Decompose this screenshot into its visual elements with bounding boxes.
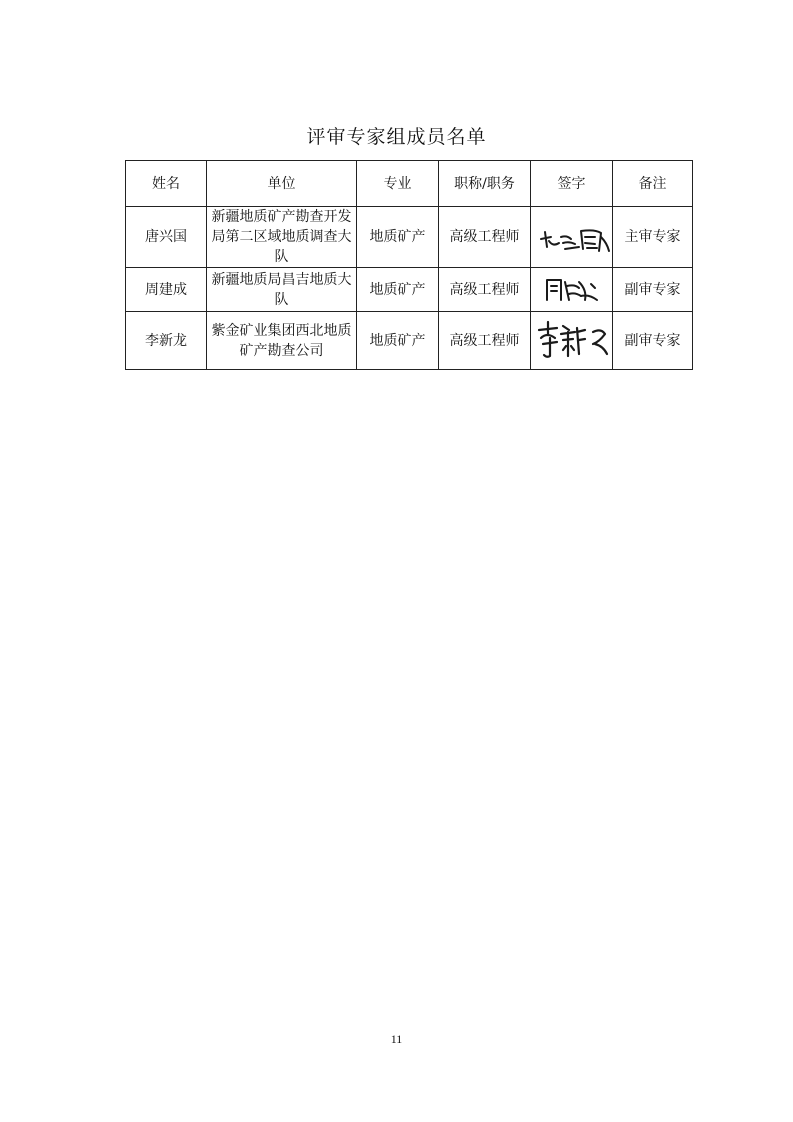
header-signature: 签字 — [531, 161, 613, 207]
cell-remark: 副审专家 — [613, 268, 693, 312]
cell-title: 高级工程师 — [439, 312, 531, 370]
handwritten-signature-3 — [535, 316, 613, 366]
header-name: 姓名 — [126, 161, 207, 207]
signature-cell — [531, 207, 613, 268]
header-remark: 备注 — [613, 161, 693, 207]
cell-specialty: 地质矿产 — [357, 312, 439, 370]
cell-specialty: 地质矿产 — [357, 207, 439, 268]
header-specialty: 专业 — [357, 161, 439, 207]
signature-cell — [531, 268, 613, 312]
cell-name: 唐兴国 — [126, 207, 207, 268]
cell-remark: 主审专家 — [613, 207, 693, 268]
table-row — [126, 268, 693, 312]
table-row — [126, 207, 693, 268]
cell-name: 李新龙 — [126, 312, 207, 370]
signature-cell — [531, 312, 613, 370]
cell-unit: 紫金矿业集团西北地质矿产勘查公司 — [207, 312, 357, 370]
cell-title: 高级工程师 — [439, 268, 531, 312]
page-number: 11 — [390, 1032, 403, 1046]
header-title: 职称/职务 — [439, 161, 531, 207]
cell-title: 高级工程师 — [439, 207, 531, 268]
handwritten-signature-2 — [535, 272, 613, 308]
cell-specialty: 地质矿产 — [357, 268, 439, 312]
handwritten-signature-1 — [535, 217, 613, 257]
cell-unit: 新疆地质矿产勘查开发局第二区域地质调查大队 — [207, 207, 357, 268]
cell-name: 周建成 — [126, 268, 207, 312]
cell-unit: 新疆地质局昌吉地质大队 — [207, 268, 357, 312]
document-title: 评审专家组成员名单 — [306, 126, 487, 148]
cell-remark: 副审专家 — [613, 312, 693, 370]
table-header-row — [126, 161, 693, 207]
expert-table — [125, 160, 693, 370]
header-unit: 单位 — [207, 161, 357, 207]
table-row — [126, 312, 693, 370]
